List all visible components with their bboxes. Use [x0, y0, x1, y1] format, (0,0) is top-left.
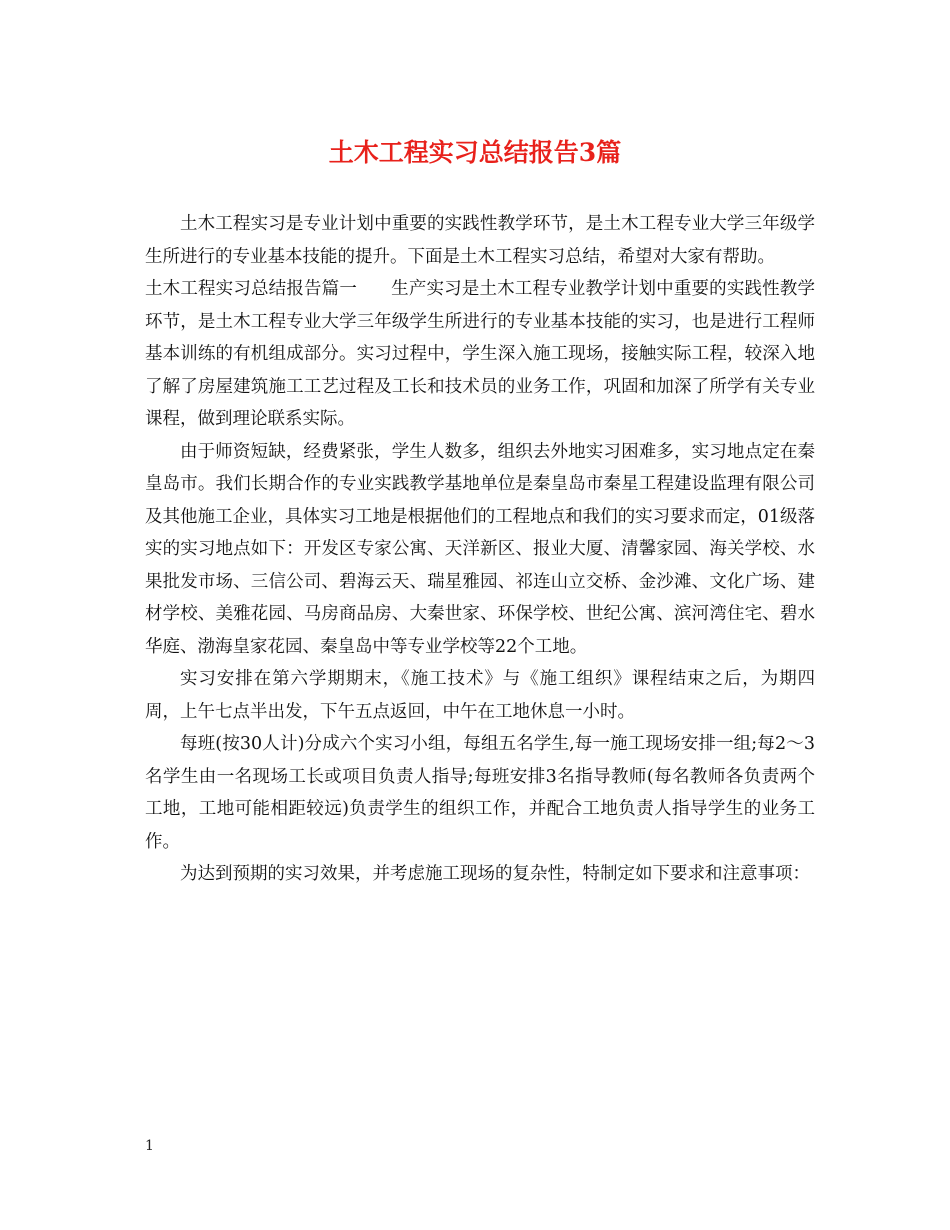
section-one-paragraph: [145, 273, 815, 436]
section-one-text: 生产实习是土木工程专业教学计划中重要的实践性教学环节，是土木工程专业大学三年级学生所进行的专业基本技能的实习，也是进行工程师基本训练的有机组成部分。实习过程中，学生深入施工现场，接触实际工程，较深入地了解了房屋建筑施工工艺过程及工长和技术员的业务工作，巩固和加深了所学有关专业课程，做到理论联系实际。: [145, 279, 815, 429]
page-number: 1: [145, 1138, 154, 1154]
intro-paragraph: 土木工程实习是专业计划中重要的实践性教学环节，是土木工程专业大学三年级学生所进行的专业基本技能的提升。下面是土木工程实习总结，希望对大家有帮助。: [145, 214, 815, 267]
requirements-paragraph: 为达到预期的实习效果，并考虑施工现场的复杂性，特制定如下要求和注意事项：: [180, 864, 810, 884]
section-one-heading: 土木工程实习总结报告篇一: [145, 279, 357, 299]
schedule-paragraph: 实习安排在第六学期期末，《施工技术》与《施工组织》课程结束之后，为期四周，上午七点半出发，下午五点返回，中午在工地休息一小时。: [145, 669, 815, 722]
document-body: [145, 208, 815, 891]
document-title: 土木工程实习总结报告3篇: [328, 138, 622, 167]
location-paragraph: 由于师资短缺，经费紧张，学生人数多，组织去外地实习困难多，实习地点定在秦皇岛市。我们长期合作的专业实践教学基地单位是秦皇岛市秦星工程建设监理有限公司及其他施工企业，具体实习工地是根据他们的工程地点和我们的实习要求而定，01级落实的实习地点如下：开发区专家公寓、天洋新区、报业大厦、清馨家园、海关学校、水果批发市场、三信公司、碧海云天、瑞星雅园、祁连山立交桥、金沙滩、文化广场、建材学校、美雅花园、马房商品房、大秦世家、环保学校、世纪公寓、滨河湾住宅、碧水华庭、渤海皇家花园、秦皇岛中等专业学校等22个工地。: [145, 441, 815, 657]
grouping-paragraph: 每班(按30人计)分成六个实习小组，每组五名学生,每一施工现场安排一组;每2～3名学生由一名现场工长或项目负责人指导;每班安排3名指导教师(每名教师各负责两个工地，工地可能相距较远)负责学生的组织工作，并配合工地负责人指导学生的业务工作。: [145, 734, 815, 852]
